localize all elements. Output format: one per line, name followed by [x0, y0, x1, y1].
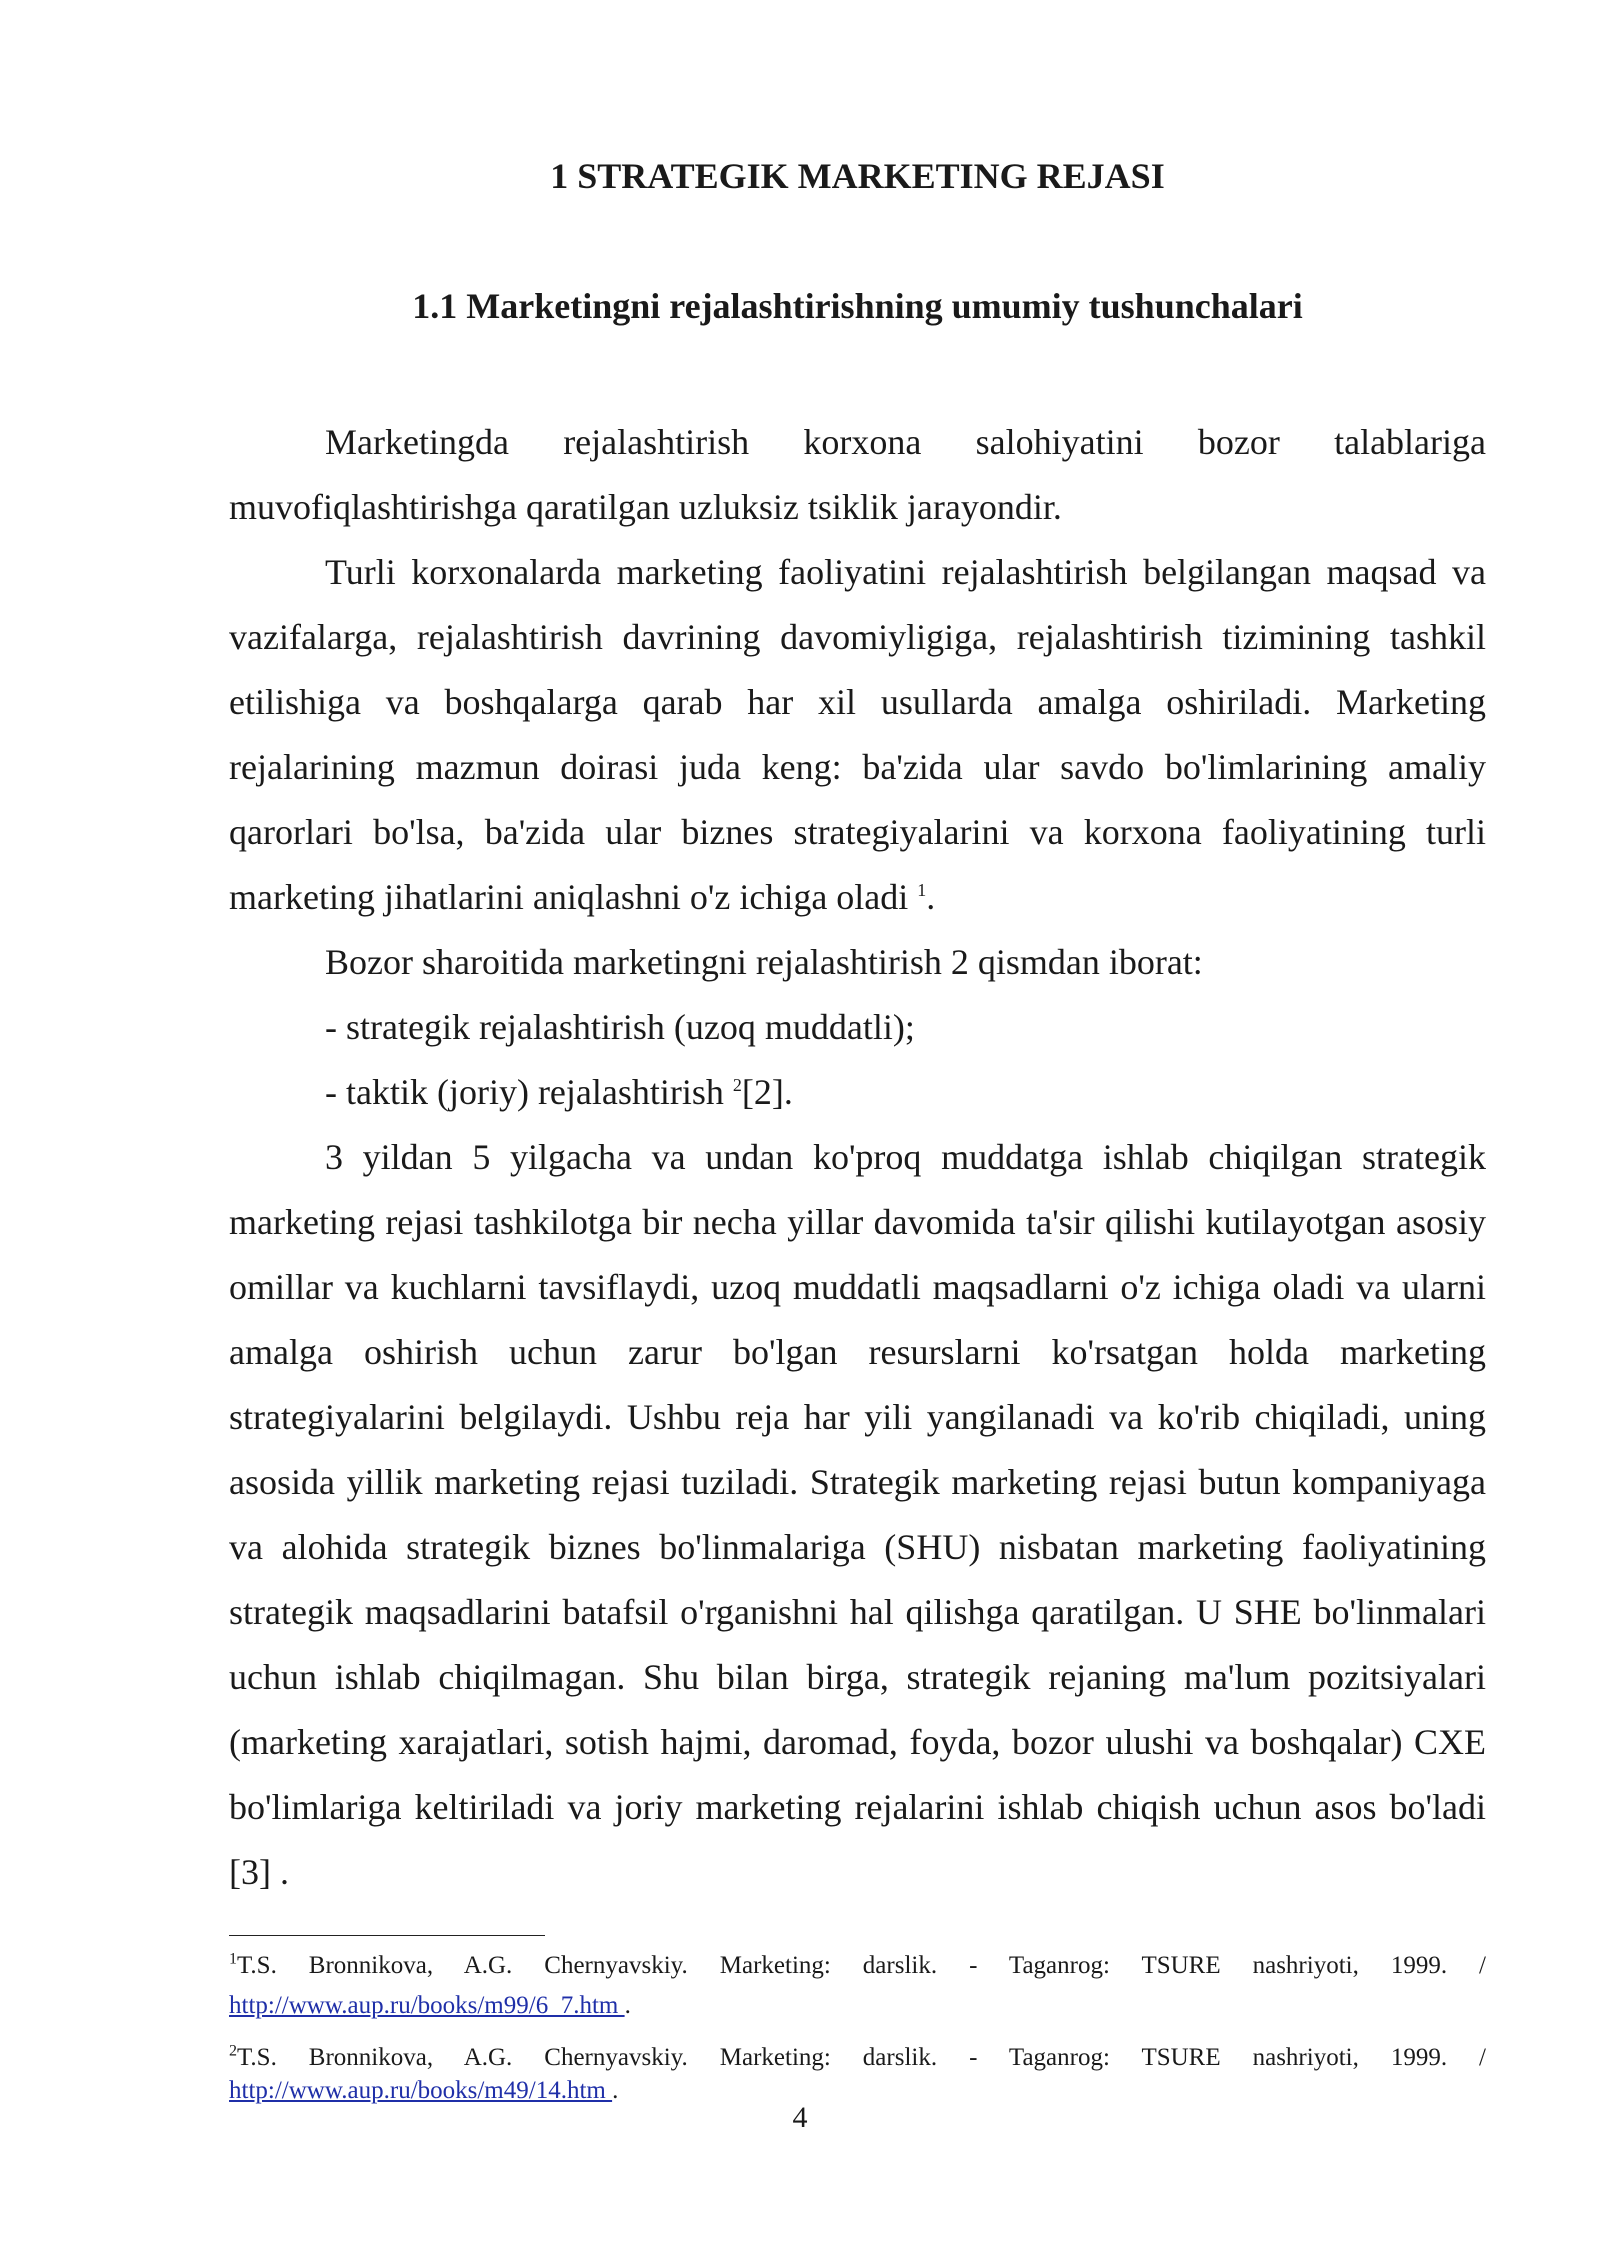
paragraph-4: 3 yildan 5 yilgacha va undan ko'proq muddatga ishlab chiqilgan strategik marketing rejasi tashkilotga bir necha yillar davomida ta'sir qilishi kutilayotgan asosiy omillar va kuchlarni tavsiflaydi, uzoq muddatli maqsadlarni o'z ichiga oladi va ularni amalga oshirish uchun zarur bo'lgan resurslarni ko'rsatgan holda marketing strategiyalarini belgilaydi. Ushbu reja har yili yangilanadi va ko'rib chiqiladi, uning asosida yillik marketing rejasi tuziladi. Strategik marketing rejasi butun kompaniyaga va alohida strategik biznes bo'linmalariga (SHU) nisbatan marketing faoliyatining strategik maqsadlarini batafsil o'rganishni hal qilishga qaratilgan. U SHE bo'linmalari uchun ishlab chiqilmagan. Shu bilan birga, strategik rejaning ma'lum pozitsiyalari (marketing xarajatlari, sotish hajmi, daromad, foyda, bozor ulushi va boshqalar) CXE bo'limlariga keltiriladi va joriy marketing rejalarini ishlab chiqish uchun asos bo'ladi [3] .: [229, 1137, 1486, 1892]
chapter-title: 1 STRATEGIK MARKETING REJASI: [550, 156, 1165, 196]
paragraph-1: Marketingda rejalashtirish korxona salohiyatini bozor talablariga muvofiqlashtirishga qaratilgan uzluksiz tsiklik jarayondir.: [229, 422, 1486, 527]
footnotes: [229, 1946, 1486, 2106]
footnote-separator: [229, 1935, 545, 1936]
footnote-ref-1[interactable]: 1: [917, 880, 927, 900]
footnote-2-text: T.S. Bronnikova, A.G. Chernyavskiy. Marketing: darslik. - Taganrog: TSURE nashriyoti, 1999. /: [237, 2044, 1486, 2071]
page-number: 4: [792, 2101, 808, 2134]
paragraph-2: [229, 540, 1486, 930]
footnote-1-text: T.S. Bronnikova, A.G. Chernyavskiy. Marketing: darslik. - Taganrog: TSURE nashriyoti, 1999. /: [237, 1952, 1486, 1979]
list-item: - strategik rejalashtirish (uzoq muddatli);: [325, 1007, 915, 1047]
footnote-1-text-line: [229, 1946, 1486, 1986]
footnote-1-link[interactable]: http://www.aup.ru/books/m99/6_7.htm: [229, 1992, 625, 2019]
footnote-1-link-line: [229, 1986, 1486, 2026]
paragraph-3: Bozor sharoitida marketingni rejalashtirish 2 qismdan iborat:: [325, 942, 1203, 982]
footnote-2-text-line: [229, 2040, 1486, 2076]
footnote-1-end: .: [624, 1992, 631, 2019]
body-text: [229, 410, 1486, 1905]
paragraph-2-text: Turli korxonalarda marketing faoliyatini rejalashtirish belgilangan maqsad va vazifalarga, rejalashtirish davrining davomiyligiga, rejalashtirish tizimining tashkil etilishiga va boshqalarga qarab har xil usullarda amalga oshiriladi. Marketing rejalarining mazmun doirasi juda keng: ba'zida ular savdo bo'limlarining amaliy qarorlari bo'lsa, ba'zida ular biznes strategiyalarini va korxona faoliyatining turli marketing jihatlarini aniqlashni o'z ichiga oladi: [229, 552, 1486, 917]
footnote-number: 2: [229, 2042, 237, 2060]
list-item-2-citation: [2].: [741, 1072, 793, 1112]
footnote-ref-2[interactable]: 2: [732, 1075, 742, 1095]
page-content: [229, 150, 1486, 2106]
list-item: [229, 1060, 1486, 1125]
footnote-1: [229, 1946, 1486, 2026]
footnote-number: 1: [229, 1950, 237, 1968]
section-title: 1.1 Marketingni rejalashtirishning umumiy tushunchalari: [412, 286, 1303, 326]
footnote-2: [229, 2040, 1486, 2106]
paragraph-2-end: .: [926, 877, 936, 917]
footnote-2-end: .: [612, 2077, 619, 2104]
list-item-2-text: - taktik (joriy) rejalashtirish: [325, 1072, 724, 1112]
footnote-2-link[interactable]: http://www.aup.ru/books/m49/14.htm: [229, 2077, 613, 2104]
